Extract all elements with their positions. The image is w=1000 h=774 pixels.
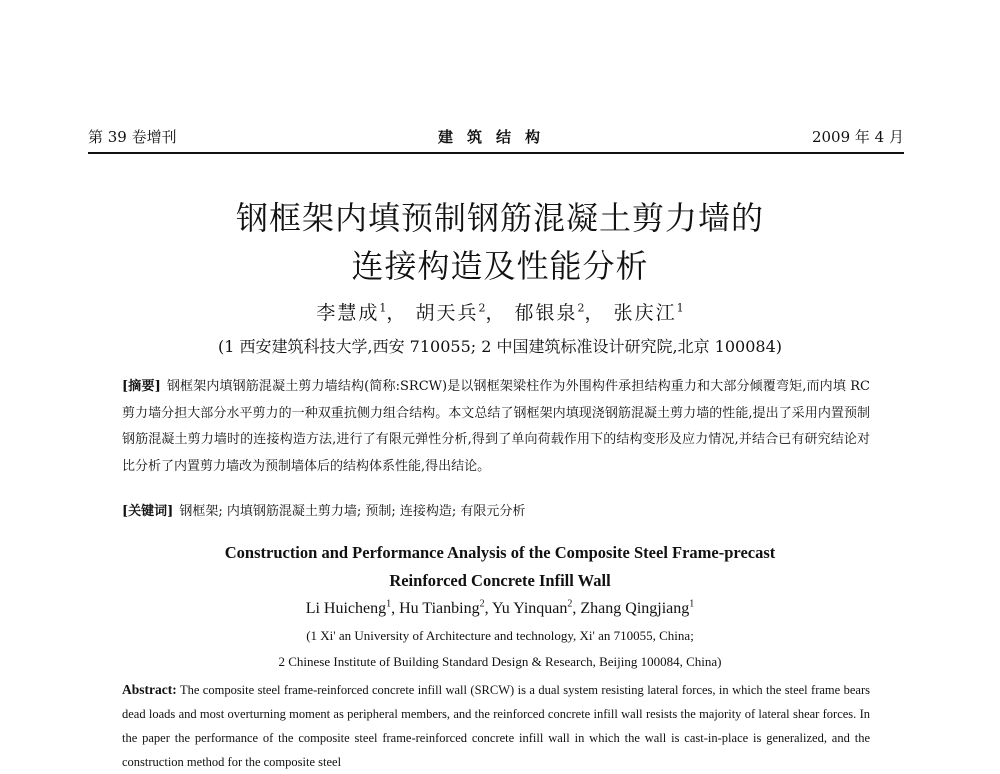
authors-cn (100, 298, 900, 325)
author-en: Li Huicheng$^1$, (305, 599, 400, 618)
journal-date: 2009 年 4 月 (811, 128, 904, 146)
title-en-line1: Construction and Performance Analysis of the Composite Steel Frame-precast (224, 543, 776, 562)
abstract-en-text: The composite steel frame-reinforced concrete infill wall (SRCW) is a dual system resisting lateral forces, in which the steel frame bears dead loads and most overturning moment as peripheral members, and the reinforced concrete infill wall resists the majority of lateral shear forces. In the paper the performance of the composite steel frame-reinforced concrete infill wall in which the wall is cast-in-place is generalized, and the construction method for the composite steel (122, 683, 870, 769)
affiliation-cn: (1 西安建筑科技大学,西安 710055; 2 中国建筑标准设计研究院,北京 100084) (218, 337, 782, 356)
journal-name: 建筑结构 (437, 128, 554, 146)
keywords-cn-label: [关键词] (122, 504, 174, 519)
abstract-cn (122, 374, 870, 480)
keywords-cn (122, 500, 870, 519)
affiliation-en-line2: 2 Chinese Institute of Building Standard Design & Research, Beijing 100084, China) (278, 654, 722, 669)
title-en-line2: Reinforced Concrete Infill Wall (389, 571, 611, 590)
author-cn: 胡天兵$^2$， (415, 301, 507, 324)
abstract-cn-label: [摘要] (122, 379, 161, 394)
title-cn-line2: 连接构造及性能分析 (351, 247, 649, 285)
keywords-cn-text: 钢框架; 内填钢筋混凝土剪力墙; 预制; 连接构造; 有限元分析 (179, 504, 526, 519)
author-en: Hu Tianbing$^2$, (399, 599, 492, 618)
running-header (88, 126, 904, 150)
author-cn: 郁银泉$^2$， (514, 301, 606, 324)
abstract-cn-text: 钢框架内填钢筋混凝土剪力墙结构(简称:SRCW)是以钢框架梁柱作为外围构件承担结构重力和大部分倾覆弯矩,而内填 RC 剪力墙分担大部分水平剪力的一种双重抗侧力组合结构。本文总结了钢框架内填现浇钢筋混凝土剪力墙的性能,提出了采用内置预制钢筋混凝土剪力墙时的连接构造方法,进行了有限元弹性分析,得到了单向荷载作用下的结构变形及应力情况,并结合已有研究结论对比分析了内置剪力墙改为预制墙体后的结构体系性能,得出结论。 (122, 379, 870, 474)
journal-volume: 第 39 卷增刊 (88, 128, 177, 146)
abstract-en-label: Abstract: (122, 682, 177, 697)
authors-en (100, 599, 900, 618)
header-rule (88, 152, 904, 154)
author-cn: 张庆江$^1$ (613, 301, 684, 324)
author-en: Zhang Qingjiang$^1$ (580, 599, 695, 618)
affiliation-en-line1: (1 Xi' an University of Architecture and technology, Xi' an 710055, China; (306, 628, 694, 643)
author-en: Yu Yinquan$^2$, (492, 599, 581, 618)
title-cn-line1: 钢框架内填预制钢筋混凝土剪力墙的 (235, 199, 764, 237)
author-cn: 李慧成$^1$， (316, 301, 408, 324)
